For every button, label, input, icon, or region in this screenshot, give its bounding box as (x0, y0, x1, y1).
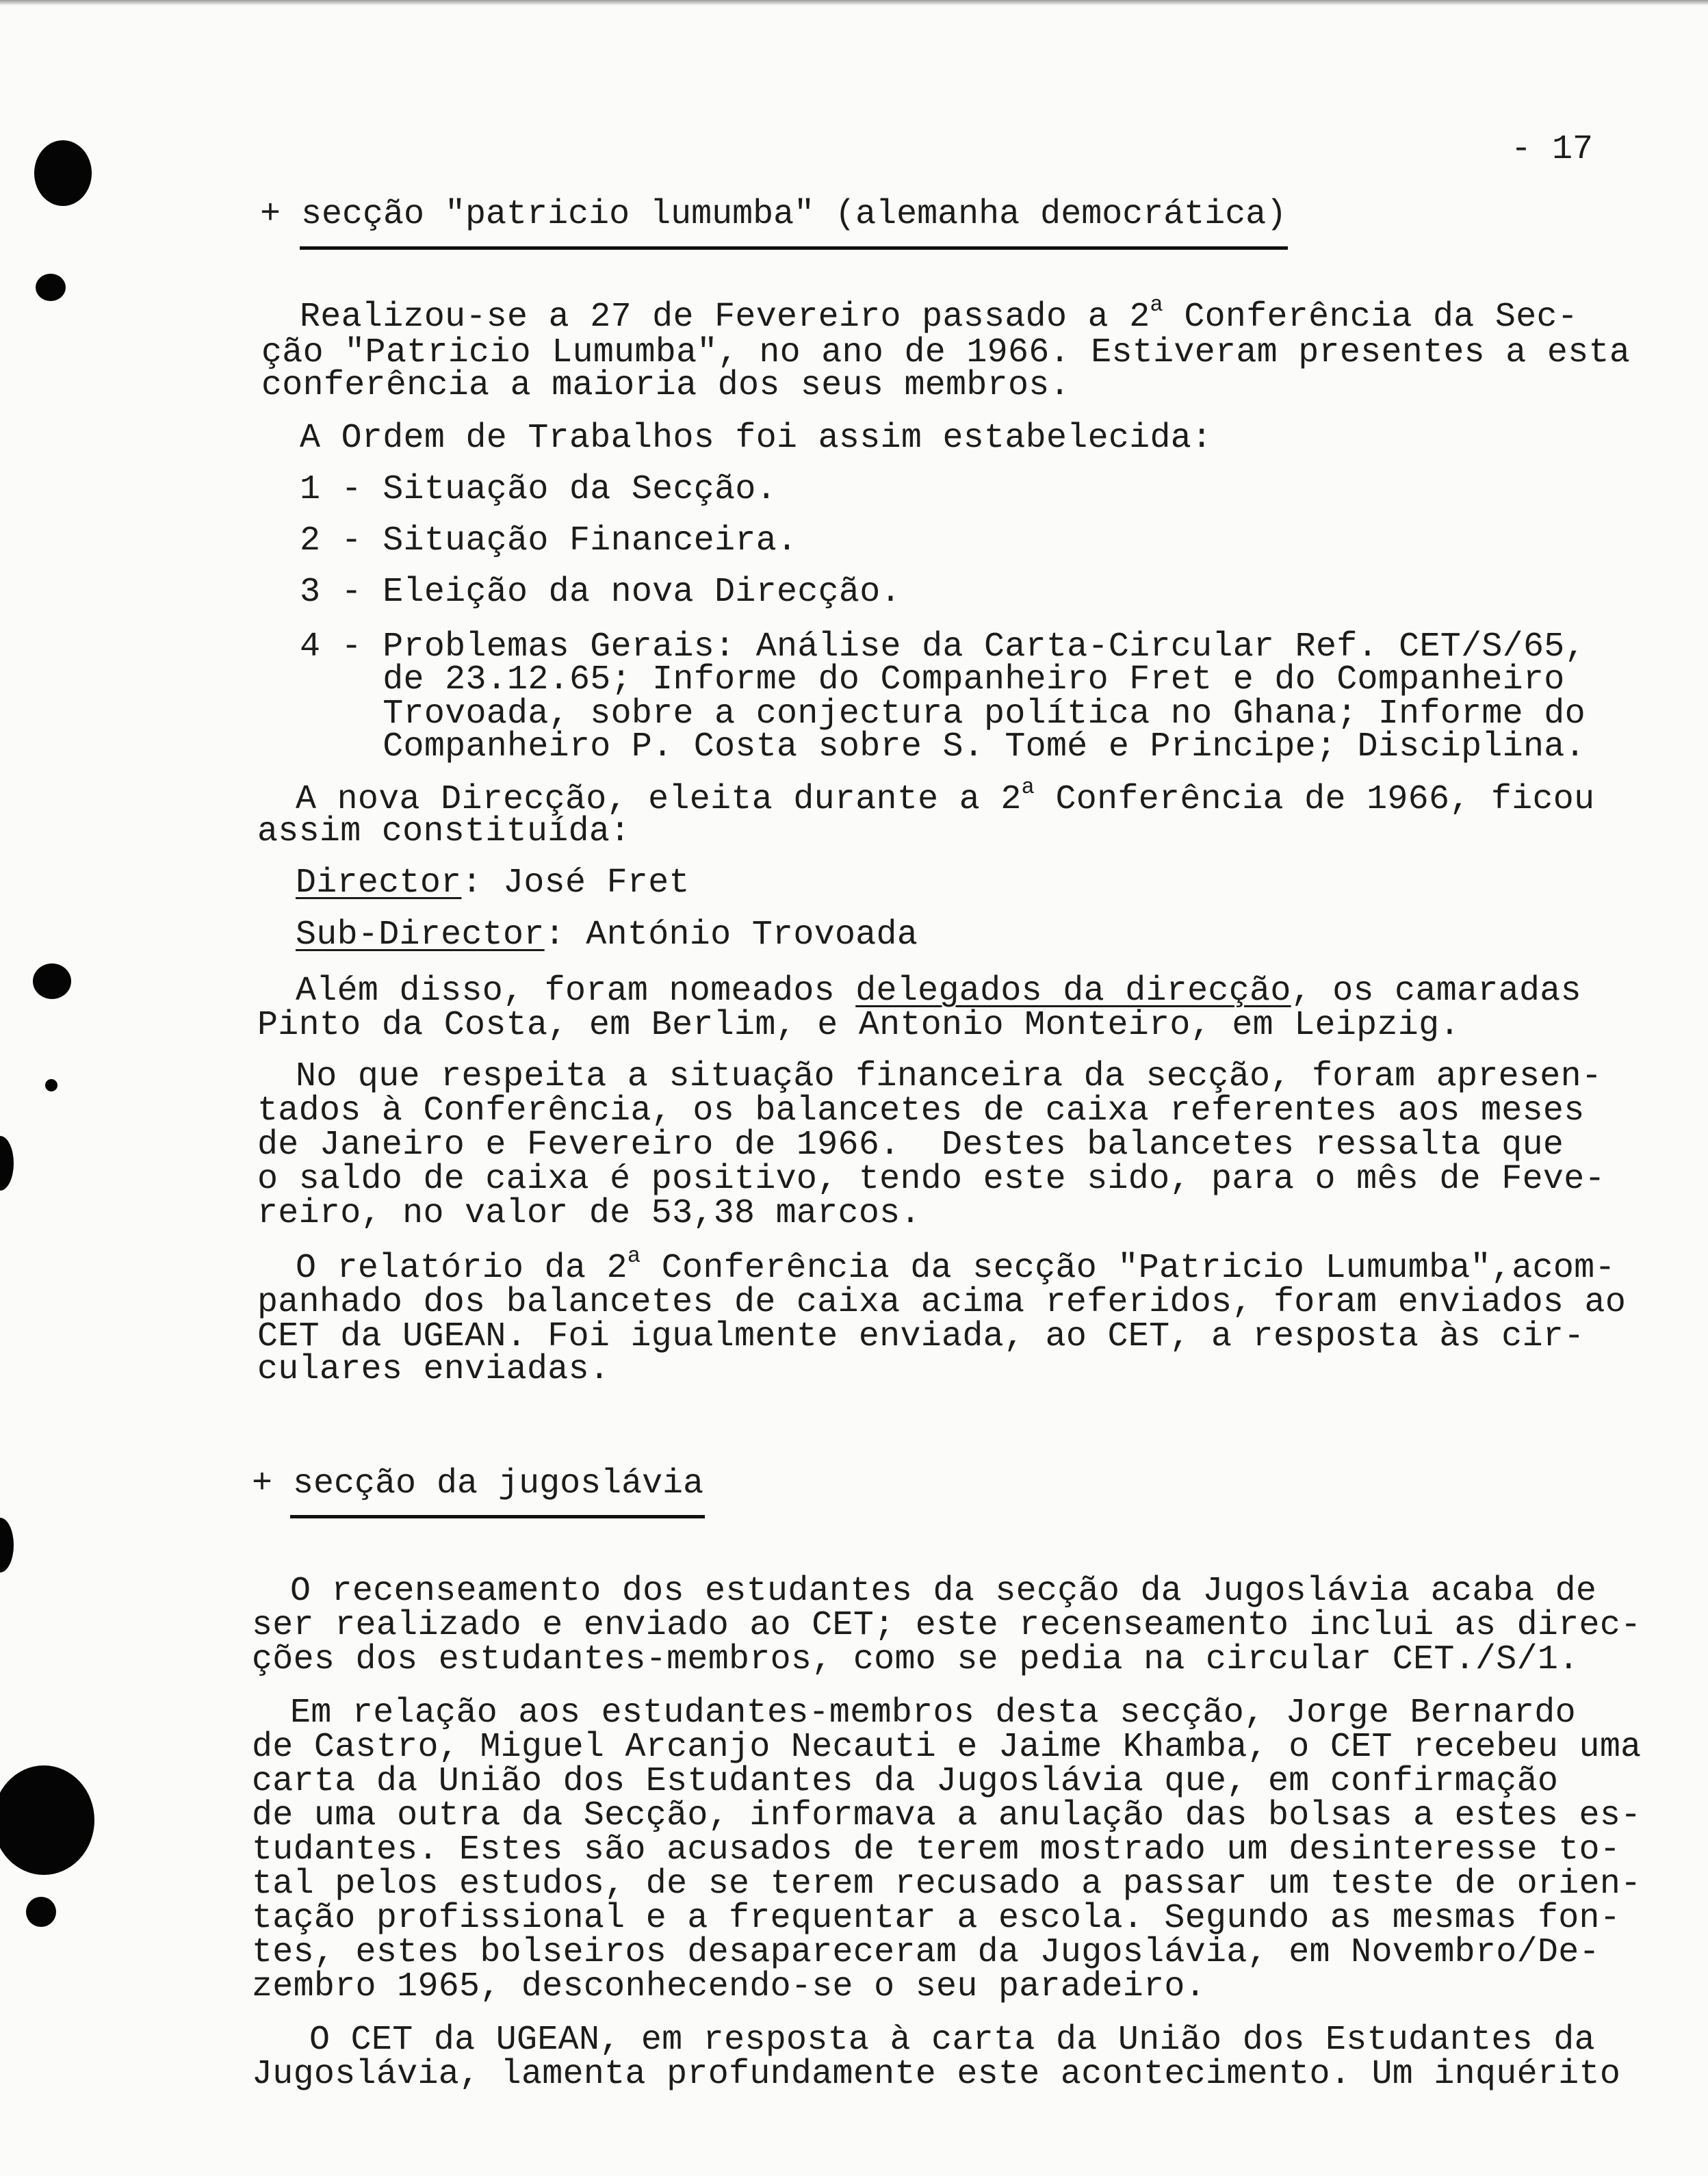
delegados-line: Além disso, foram nomeados delegados da direcção, os camaradas (296, 972, 1581, 1011)
punch-hole (26, 1897, 56, 1927)
punch-hole (36, 274, 66, 301)
estudantes-line: carta da União dos Estudantes da Jugoslávia que, em confirmação (252, 1762, 1559, 1801)
estudantes-line: Em relação aos estudantes-membros desta secção, Jorge Bernardo (290, 1694, 1576, 1733)
recenseamento-line: ções dos estudantes-membros, como se pedia na circular CET./S/1. (252, 1640, 1579, 1679)
punch-hole (33, 963, 71, 999)
resposta-line: Jugoslávia, lamenta profundamente este acontecimento. Um inquérito (252, 2055, 1621, 2094)
agenda-item: 1 - Situação da Secção. (300, 470, 777, 509)
heading-underline (300, 246, 1288, 250)
estudantes-line: tes, estes bolseiros desapareceram da Jugoslávia, em Novembro/De- (252, 1933, 1600, 1972)
punch-hole (45, 1079, 57, 1091)
agenda-item: 4 - Problemas Gerais: Análise da Carta-Circular Ref. CET/S/65, (300, 627, 1586, 666)
relatorio-line: culares enviadas. (257, 1350, 610, 1389)
agenda-item: Companheiro P. Costa sobre S. Tomé e Principe; Disciplina. (300, 727, 1586, 766)
scan-top-edge (0, 0, 1708, 5)
recenseamento-line: O recenseamento dos estudantes da secção da Jugoslávia acaba de (290, 1572, 1597, 1611)
resposta-line: O CET da UGEAN, em resposta à carta da União dos Estudantes da (309, 2021, 1595, 2060)
punch-hole (34, 140, 92, 206)
agenda-item: Trovoada, sobre a conjectura política no Ghana; Informe do (300, 695, 1586, 734)
financas-line: No que respeita a situação financeira da secção, foram apresen- (296, 1057, 1603, 1096)
delegados-line: Pinto da Costa, em Berlim, e Antonio Monteiro, em Leipzig. (257, 1006, 1460, 1045)
page-number: - 17 (1511, 130, 1594, 169)
section-heading-jugoslavia: + secção da jugoslávia (252, 1464, 704, 1503)
recenseamento-line: ser realizado e enviado ao CET; este recenseamento inclui as direc- (252, 1606, 1642, 1645)
punch-hole (0, 1518, 14, 1572)
agenda-item: 3 - Eleição da nova Direcção. (300, 573, 901, 612)
punch-hole (0, 1136, 14, 1191)
intro-line: ção "Patricio Lumumba", no ano de 1966. Estiveram presentes a esta (261, 333, 1631, 372)
financas-line: reiro, no valor de 53,38 marcos. (257, 1194, 921, 1233)
financas-line: o saldo de caixa é positivo, tendo este sido, para o mês de Feve- (257, 1160, 1605, 1199)
relatorio-line: O relatório da 2$^a$ Conferência da secção "Patricio Lumumba",acom- (296, 1243, 1616, 1288)
estudantes-line: tudantes. Estes são acusados de terem mostrado um desinteresse to- (252, 1830, 1621, 1869)
subdirector-line: Sub-Director: António Trovoada (296, 916, 918, 955)
estudantes-line: zembro 1965, desconhecendo-se o seu paradeiro. (252, 1967, 1206, 2006)
estudantes-line: tal pelos estudos, de se terem recusado a passar um teste de orien- (252, 1865, 1642, 1904)
relatorio-line: CET da UGEAN. Foi igualmente enviada, ao CET, a resposta às cir- (257, 1317, 1585, 1356)
estudantes-line: de Castro, Miguel Arcanjo Necauti e Jaime Khamba, o CET recebeu uma (252, 1728, 1642, 1767)
relatorio-line: panhado dos balancetes de caixa acima referidos, foram enviados ao (257, 1283, 1627, 1322)
punch-hole (0, 1765, 94, 1875)
estudantes-line: de uma outra da Secção, informava a anulação das bolsas a estes es- (252, 1796, 1642, 1835)
heading-underline (290, 1515, 705, 1518)
agenda-item: de 23.12.65; Informe do Companheiro Fret e do Companheiro (300, 660, 1565, 699)
direccao-line: assim constituída: (257, 812, 631, 851)
direccao-line: A nova Direcção, eleita durante a 2$^a$ Conferência de 1966, ficou (296, 775, 1595, 819)
agenda-intro: A Ordem de Trabalhos foi assim estabelecida: (300, 419, 1213, 458)
estudantes-line: tação profissional e a frequentar a escola. Segundo as mesmas fon- (252, 1899, 1621, 1938)
financas-line: tados à Conferência, os balancetes de caixa referentes aos meses (257, 1091, 1585, 1130)
intro-line: conferência a maioria dos seus membros. (261, 366, 1070, 405)
financas-line: de Janeiro e Fevereiro de 1966. Destes balancetes ressalta que (257, 1126, 1564, 1165)
director-line: Director: José Fret (296, 864, 690, 903)
agenda-item: 2 - Situação Financeira. (300, 521, 798, 560)
intro-line: Realizou-se a 27 de Fevereiro passado a 2$^a$ Conferência da Sec- (300, 292, 1579, 337)
section-heading-lumumba: + secção "patricio lumumba" (alemanha democrática) (260, 195, 1287, 234)
